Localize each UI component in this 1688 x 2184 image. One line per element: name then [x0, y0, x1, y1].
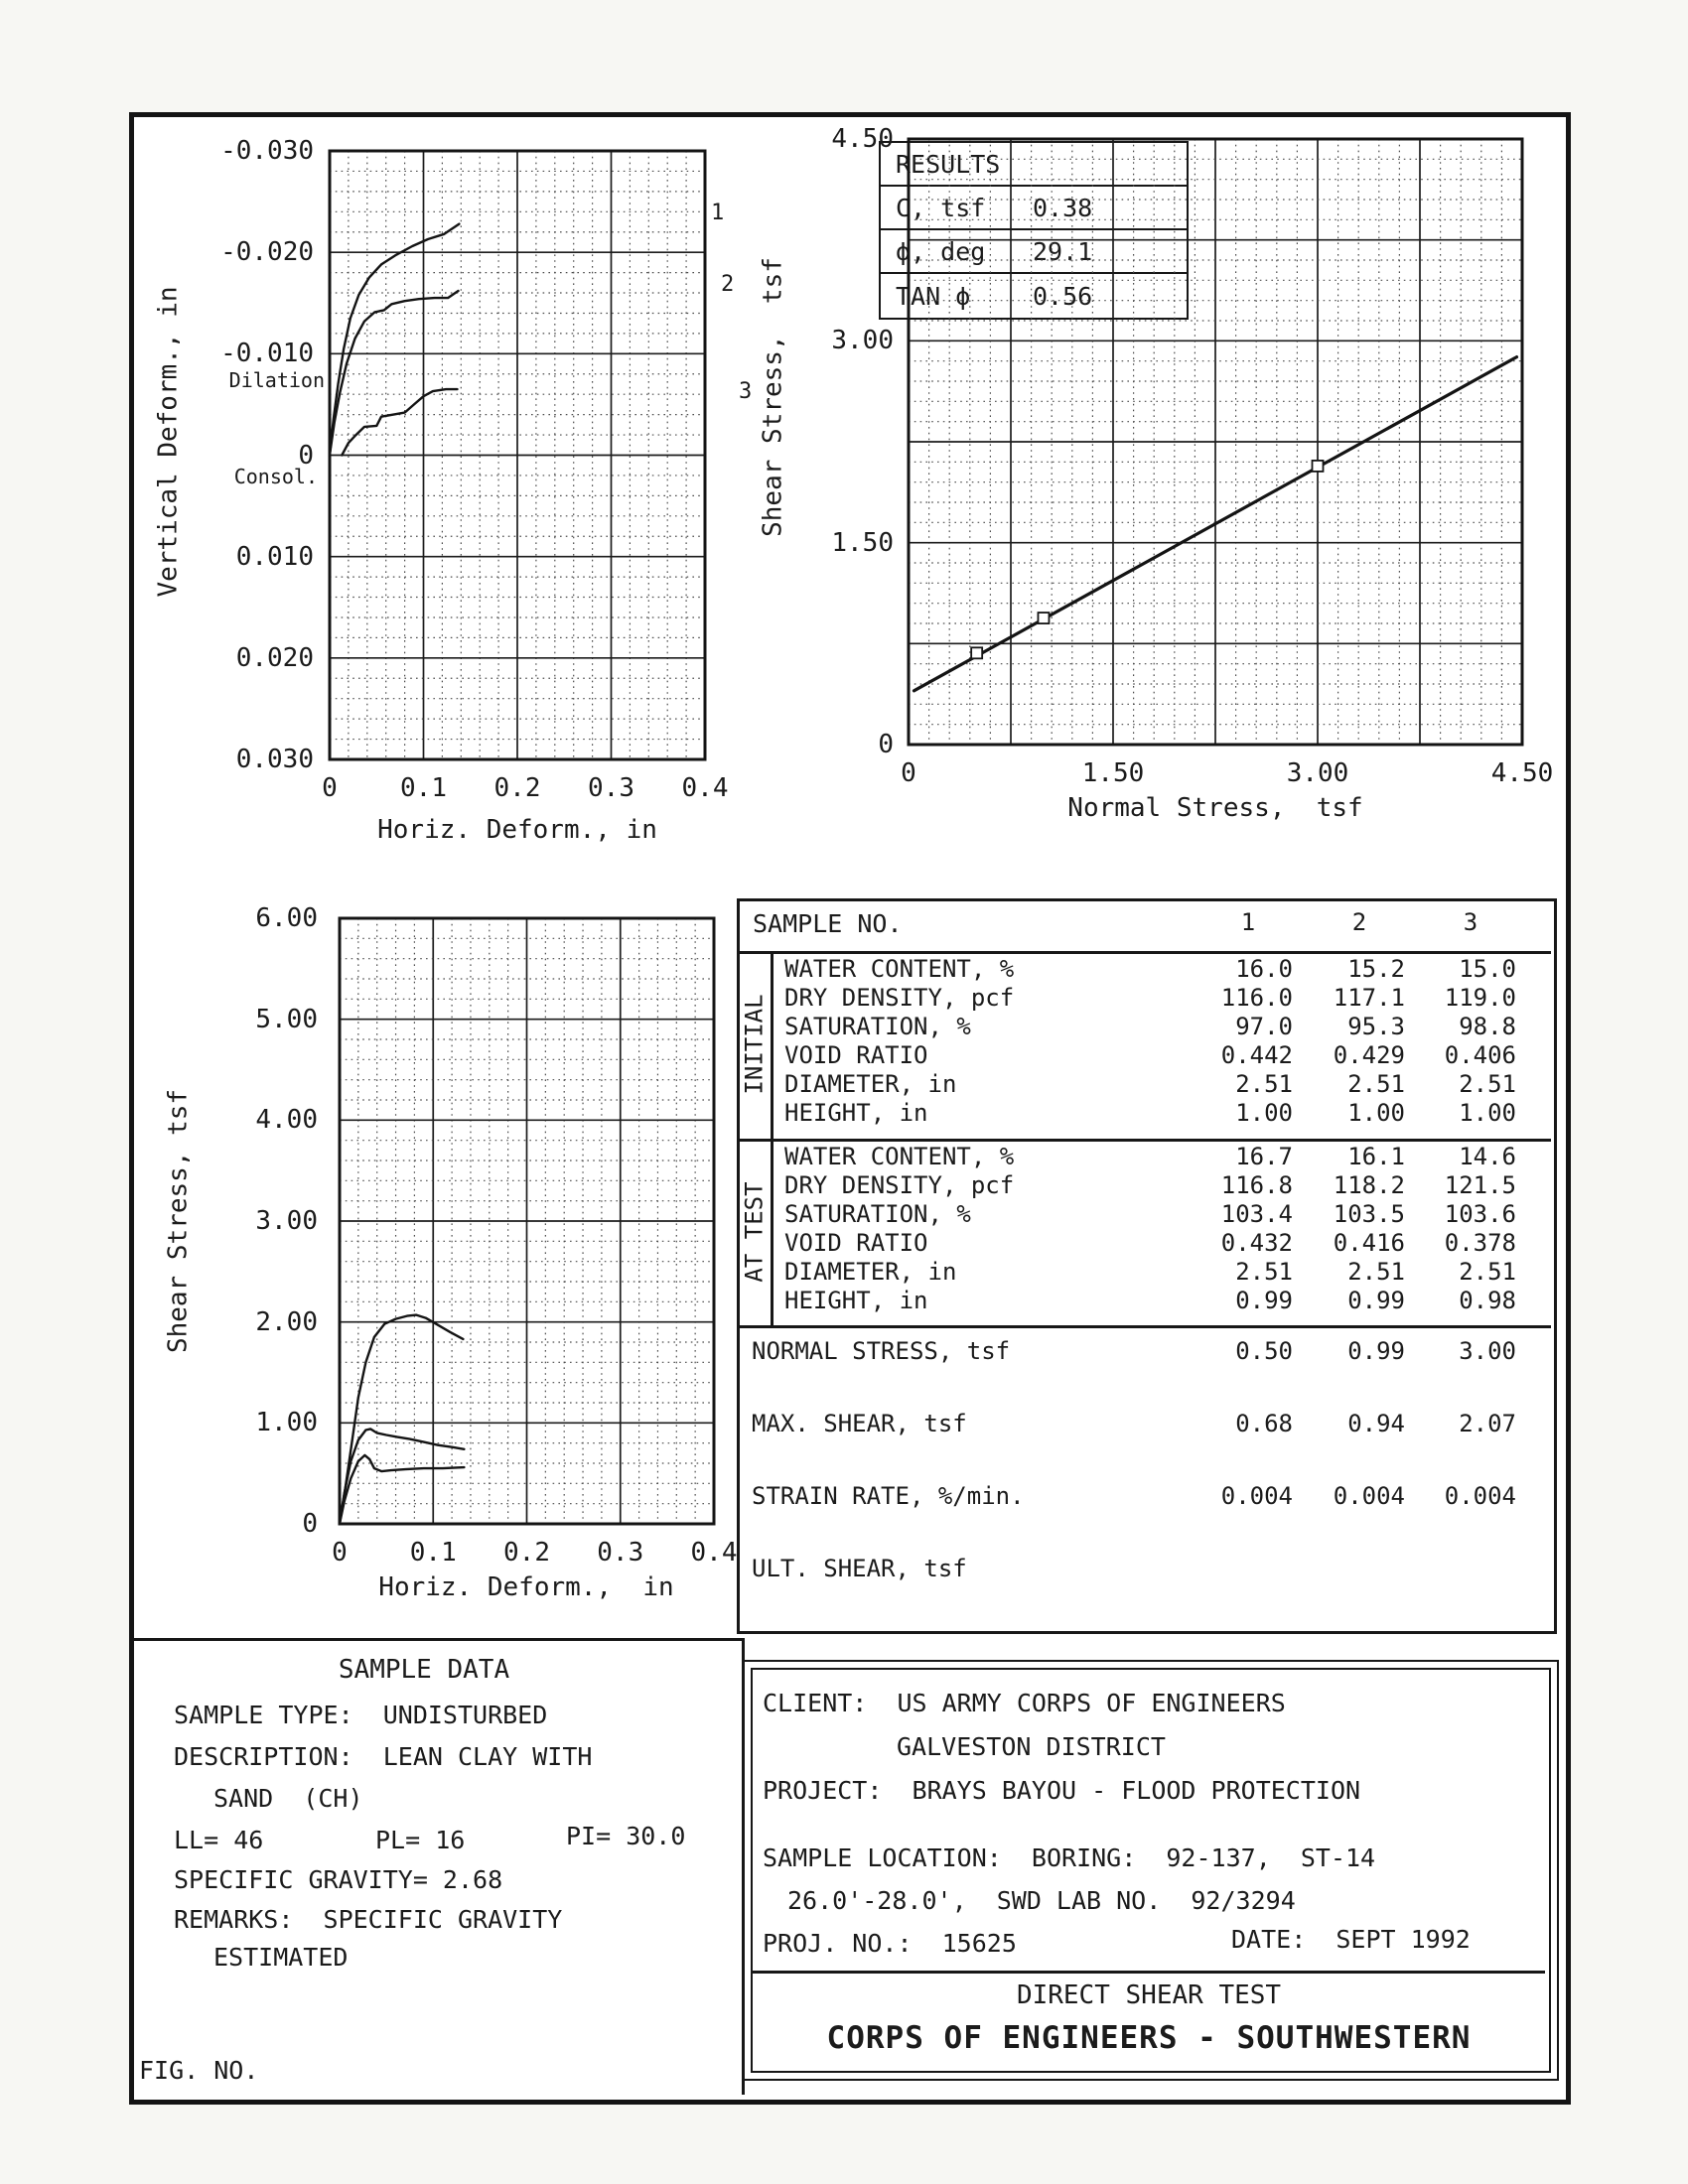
table-row-label: ULT. SHEAR, tsf	[752, 1555, 967, 1582]
y-tick-label: 4.50	[831, 124, 894, 154]
table-row-label: WATER CONTENT, %	[784, 955, 1015, 983]
x-tick-label: 0	[901, 758, 916, 788]
tan-phi-value: 0.56	[1033, 281, 1093, 311]
y-tick-label: 3.00	[255, 1206, 318, 1236]
table-cell: 0.429	[1333, 1041, 1405, 1069]
table-cell: 117.1	[1333, 984, 1405, 1012]
table-attest-divider	[739, 1325, 1551, 1328]
table-cell: 3.00	[1459, 1337, 1516, 1365]
chart-vertical-deformation	[330, 151, 705, 759]
table-row-label: MAX. SHEAR, tsf	[752, 1410, 967, 1437]
table-cell: 118.2	[1333, 1171, 1405, 1199]
description-line-1: DESCRIPTION: LEAN CLAY WITH	[174, 1742, 593, 1771]
y-tick-label: -0.020	[220, 237, 314, 268]
x-tick-label: 4.50	[1490, 758, 1554, 788]
y-tick-label: -0.010	[220, 339, 314, 369]
table-cell: 1.00	[1459, 1099, 1516, 1127]
x-tick-label: 0.3	[588, 773, 634, 803]
table-row-label: NORMAL STRESS, tsf	[752, 1337, 1011, 1365]
y-tick-label: 1.50	[831, 527, 894, 558]
series-2	[340, 1429, 464, 1524]
initial-section-label: INITIAL	[740, 994, 769, 1095]
results-title: RESULTS	[896, 149, 1001, 179]
test-title: DIRECT SHEAR TEST	[1016, 1980, 1282, 2010]
y-axis-title-failure-envelope-chart: Shear Stress, tsf	[758, 257, 788, 537]
table-cell: 0.68	[1235, 1410, 1293, 1437]
table-cell: 98.8	[1459, 1013, 1516, 1040]
table-cell: 0.99	[1347, 1337, 1405, 1365]
x-tick-label: 3.00	[1286, 758, 1349, 788]
sample-col-header: 2	[1351, 908, 1367, 936]
table-cell: 0.378	[1444, 1229, 1516, 1257]
table-row-label: DRY DENSITY, pcf	[784, 1171, 1015, 1199]
cohesion-label: C, tsf	[896, 193, 986, 222]
table-initial-divider	[739, 1139, 1551, 1142]
table-row-label: WATER CONTENT, %	[784, 1143, 1015, 1170]
table-cell: 0.416	[1333, 1229, 1405, 1257]
table-cell: 97.0	[1235, 1013, 1293, 1040]
table-row-label: VOID RATIO	[784, 1041, 928, 1069]
sample-location-line-2: 26.0'-28.0', SWD LAB NO. 92/3294	[787, 1886, 1296, 1915]
y-axis-title-stress-strain-chart: Shear Stress, tsf	[163, 1088, 194, 1354]
table-cell: 0.406	[1444, 1041, 1516, 1069]
table-cell: 0.94	[1347, 1410, 1405, 1437]
y-tick-label: 2.00	[255, 1306, 318, 1337]
table-cell: 15.2	[1347, 955, 1405, 983]
table-cell: 0.004	[1220, 1482, 1293, 1510]
plasticity-index-value: PI= 30.0	[566, 1822, 686, 1850]
sample-col-header: 3	[1463, 908, 1478, 936]
data-point-marker	[1038, 613, 1049, 623]
x-tick-label: 0	[332, 1538, 348, 1568]
series-2	[330, 291, 459, 456]
phi-label: ϕ, deg	[896, 236, 986, 266]
table-cell: 121.5	[1444, 1171, 1516, 1199]
sample-location-line-1: SAMPLE LOCATION: BORING: 92-137, ST-14	[763, 1843, 1376, 1872]
project-number: PROJ. NO.: 15625	[763, 1929, 1017, 1958]
table-cell: 103.5	[1333, 1200, 1405, 1228]
series-1	[330, 224, 459, 456]
sample-type-line: SAMPLE TYPE: UNDISTURBED	[174, 1701, 548, 1729]
table-row-label: DRY DENSITY, pcf	[784, 984, 1015, 1012]
phi-value: 29.1	[1033, 236, 1093, 266]
curve-label-2: 2	[721, 272, 735, 297]
remarks-line-1: REMARKS: SPECIFIC GRAVITY	[174, 1905, 563, 1934]
sample-col-header: 1	[1240, 908, 1256, 936]
table-row-label: SATURATION, %	[784, 1200, 971, 1228]
table-cell: 116.0	[1220, 984, 1293, 1012]
y-tick-label: 4.00	[255, 1105, 318, 1136]
plastic-limit-value: PL= 16	[375, 1826, 466, 1854]
table-cell: 16.1	[1347, 1143, 1405, 1170]
y-tick-label: 0	[878, 730, 894, 759]
client-line-1: CLIENT: US ARMY CORPS OF ENGINEERS	[763, 1689, 1286, 1717]
y-tick-label: 6.00	[255, 903, 318, 933]
chart-stress-strain	[340, 918, 714, 1524]
table-cell: 0.442	[1220, 1041, 1293, 1069]
dilation-label: Dilation	[228, 368, 325, 392]
date-value: DATE: SEPT 1992	[1231, 1925, 1471, 1954]
attest-section-label: AT TEST	[740, 1181, 769, 1283]
description-line-2: SAND (CH)	[213, 1784, 363, 1813]
table-cell: 2.51	[1347, 1070, 1405, 1098]
table-cell: 0.004	[1333, 1482, 1405, 1510]
organization-title: CORPS OF ENGINEERS - SOUTHWESTERN	[826, 2020, 1472, 2056]
table-cell: 16.0	[1235, 955, 1293, 983]
y-tick-label: -0.030	[220, 136, 314, 166]
table-row-label: STRAIN RATE, %/min.	[752, 1482, 1025, 1510]
x-tick-label: 0.2	[493, 773, 541, 803]
table-header-divider	[739, 951, 1551, 954]
y-tick-label: 0	[298, 440, 314, 471]
series-3	[342, 389, 457, 455]
table-cell: 14.6	[1459, 1143, 1516, 1170]
table-cell: 0.004	[1444, 1482, 1516, 1510]
x-tick-label: 0.2	[503, 1538, 550, 1568]
x-tick-label: 1.50	[1081, 758, 1145, 788]
table-cell: 1.00	[1235, 1099, 1293, 1127]
data-point-marker	[971, 647, 982, 658]
x-tick-label: 0.1	[409, 1538, 457, 1568]
table-cell: 2.51	[1347, 1258, 1405, 1286]
client-line-2: GALVESTON DISTRICT	[897, 1732, 1166, 1761]
table-row-label: SATURATION, %	[784, 1013, 971, 1040]
x-tick-label: 0.4	[690, 1538, 738, 1568]
table-cell: 2.51	[1235, 1258, 1293, 1286]
y-tick-label: 0	[302, 1509, 318, 1539]
table-cell: 0.432	[1220, 1229, 1293, 1257]
cohesion-value: 0.38	[1033, 193, 1093, 222]
data-point-marker	[1313, 461, 1324, 472]
x-tick-label: 0.4	[681, 773, 729, 803]
fig-no-label: FIG. NO.	[139, 2056, 259, 2085]
table-cell: 2.51	[1235, 1070, 1293, 1098]
table-row-label: DIAMETER, in	[784, 1070, 957, 1098]
table-row-label: DIAMETER, in	[784, 1258, 957, 1286]
table-cell: 0.99	[1347, 1287, 1405, 1314]
x-axis-title-stress-strain-chart: Horiz. Deform., in	[378, 1572, 674, 1602]
y-axis-title-vertical-deform-chart: Vertical Deform., in	[153, 286, 184, 598]
title-block-divider	[753, 1971, 1545, 1974]
sample-no-header: SAMPLE NO.	[753, 909, 903, 938]
chart-failure-envelope	[909, 139, 1522, 745]
x-tick-label: 0.1	[400, 773, 447, 803]
sample-data-title: SAMPLE DATA	[338, 1655, 510, 1685]
table-row-label: HEIGHT, in	[784, 1099, 928, 1127]
table-cell: 0.50	[1235, 1337, 1293, 1365]
table-cell: 15.0	[1459, 955, 1516, 983]
x-tick-label: 0	[322, 773, 338, 803]
curve-label-1: 1	[711, 201, 725, 225]
table-cell: 16.7	[1235, 1143, 1293, 1170]
table-section-column-divider	[771, 951, 774, 1325]
specific-gravity-line: SPECIFIC GRAVITY= 2.68	[174, 1865, 503, 1894]
x-axis-title-vertical-deform-chart: Horiz. Deform., in	[377, 815, 657, 845]
y-tick-label: 5.00	[255, 1004, 318, 1034]
remarks-line-2: ESTIMATED	[213, 1943, 349, 1972]
x-axis-title-failure-envelope-chart: Normal Stress, tsf	[1067, 793, 1363, 823]
liquid-limit-value: LL= 46	[174, 1826, 264, 1854]
table-cell: 0.98	[1459, 1287, 1516, 1314]
table-cell: 103.6	[1444, 1200, 1516, 1228]
tan-phi-label: TAN ϕ	[896, 281, 971, 311]
project-line: PROJECT: BRAYS BAYOU - FLOOD PROTECTION	[763, 1776, 1361, 1805]
table-cell: 1.00	[1347, 1099, 1405, 1127]
table-cell: 103.4	[1220, 1200, 1293, 1228]
table-cell: 2.51	[1459, 1258, 1516, 1286]
table-cell: 119.0	[1444, 984, 1516, 1012]
table-row-label: VOID RATIO	[784, 1229, 928, 1257]
table-cell: 116.8	[1220, 1171, 1293, 1199]
y-tick-label: 1.00	[255, 1408, 318, 1438]
table-cell: 95.3	[1347, 1013, 1405, 1040]
y-tick-label: 0.030	[235, 745, 314, 774]
y-tick-label: 0.020	[235, 642, 314, 673]
x-tick-label: 0.3	[597, 1538, 644, 1568]
table-cell: 0.99	[1235, 1287, 1293, 1314]
curve-label-3: 3	[739, 379, 753, 404]
y-tick-label: 0.010	[235, 541, 314, 572]
table-cell: 2.07	[1459, 1410, 1516, 1437]
table-row-label: HEIGHT, in	[784, 1287, 928, 1314]
y-tick-label: 3.00	[831, 326, 894, 356]
table-cell: 2.51	[1459, 1070, 1516, 1098]
consol-label: Consol.	[233, 465, 318, 488]
